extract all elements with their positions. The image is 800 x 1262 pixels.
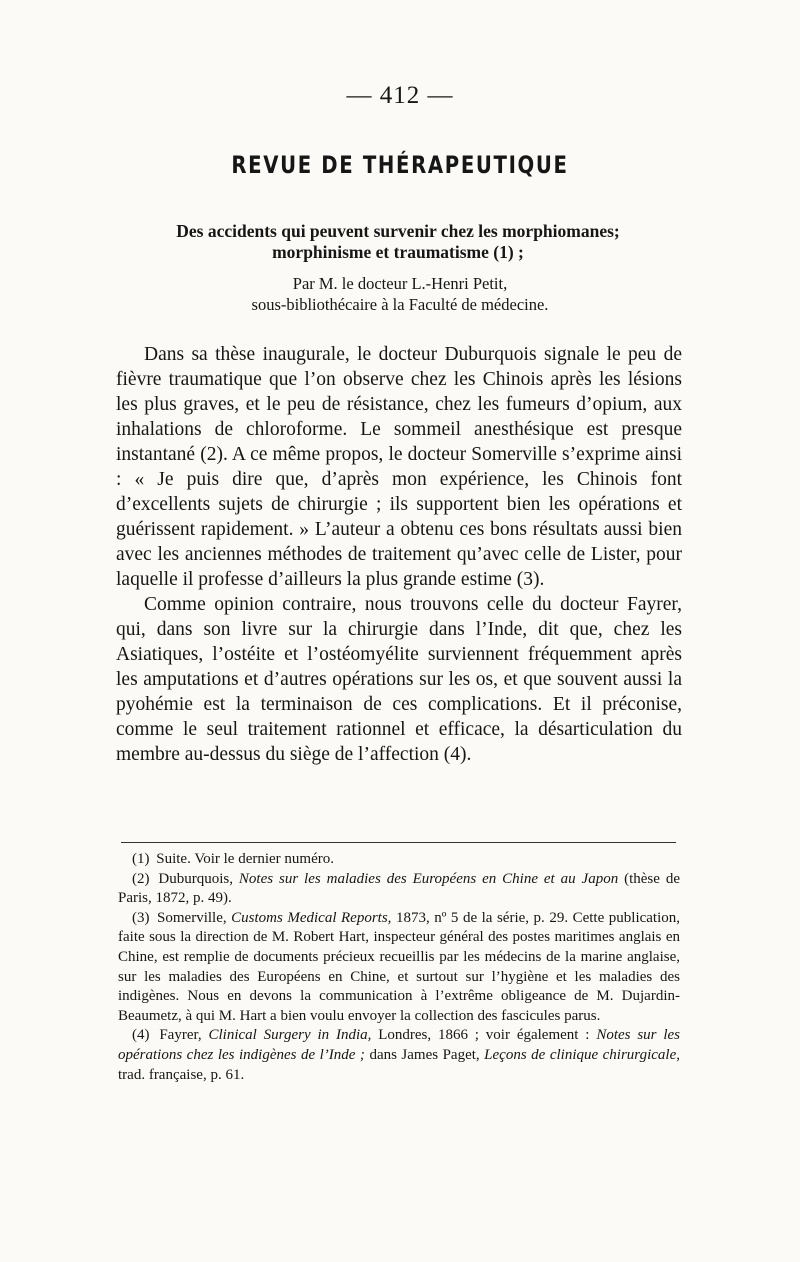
article-title-line-2: morphinisme et traumatisme (1) ; — [272, 242, 524, 262]
footnote-4-author: Fayrer, — [159, 1027, 202, 1044]
footnote-2-title: Notes sur les maladies des Européens en Chine et au Japon — [238, 870, 619, 887]
author-byline — [120, 273, 680, 315]
body-paragraph-1: Dans sa thèse inaugurale, le docteur Duburquois signale le peu de fièvre traumatique que l’on observe chez les Chinois après les lésions les plus graves, et le peu de résistance, chez les fumeurs d’opium, aux inhalations de chloroforme. Le sommeil anesthésique est presque instantané (2). A ce même propos, le docteur Somerville s’exprime ainsi : « Je puis dire que, d’après mon expérience, les Chinois font d’excellents sujets de chirurgie ; ils supportent bien les opérations et guérissent rapidement. » L’auteur a obtenu ces bons résultats aussi bien avec les anciennes méthodes de traitement qu’avec celle de Lister, pour laquelle il professe d’ailleurs la plus grande estime (3). — [116, 344, 682, 590]
footnote-2-rest: (thèse de Paris, 1872, p. 49). — [118, 870, 680, 907]
author-affiliation: sous-bibliothécaire à la Faculté de médecine. — [251, 295, 549, 314]
article-body — [116, 342, 682, 767]
footnote-4-mid: Londres, 1866 ; voir également : — [378, 1027, 590, 1044]
footnote-3-author: Somerville, — [157, 909, 227, 926]
footnote-2-author: Duburquois, — [158, 870, 233, 887]
body-paragraph-2: Comme opinion contraire, nous trouvons celle du docteur Fayrer, qui, dans son livre sur la chirurgie dans l’Inde, dit que, chez les Asiatiques, l’ostéite et l’ostéomyélite surviennent fréquemment après les amputations et d’autres opérations sur les os, et que souvent aussi la pyohémie est la terminaison de ces complications. Et il préconise, comme le seul traitement rationnel et efficace, la désarticulation du membre au-dessus du siège de l’affection (4). — [116, 594, 682, 765]
footnotes — [118, 850, 680, 1085]
footnote-1-mark: (1) — [132, 851, 150, 867]
footnote-4 — [118, 1026, 680, 1085]
footnote-4-mid-2: dans James Paget, — [369, 1046, 480, 1063]
footnote-1 — [118, 850, 680, 870]
footnote-4-title-3: Leçons de clinique chirurgicale, — [484, 1046, 680, 1063]
footnote-2 — [118, 870, 680, 909]
footnote-4-title: Clinical Surgery in India, — [208, 1027, 372, 1044]
footnote-4-title-2: Notes sur les opérations chez les indigènes de l’Inde ; — [118, 1027, 680, 1063]
section-title: REVUE DE THÉRAPEUTIQUE — [231, 151, 569, 179]
footnote-2-mark: (2) — [132, 870, 150, 887]
footnote-3-rest: 1873, nº 5 de la série, p. 29. Cette publication, faite sous la direction de M. Robert Hart, inspecteur général des postes maritimes anglais en Chine, est remplie de documents précieux recueillis par les médecins de la marine anglaise, sur les maladies des Européens en Chine, et surtout sur l’hygiène et les maladies des indigènes. Nous en devons la communication à l’extrême obligeance de M. Dujardin-Beaumetz, à qui M. Hart a bien voulu envoyer la collection des fascicules parus. — [118, 909, 681, 1024]
footnote-1-text: Suite. Voir le dernier numéro. — [156, 851, 334, 867]
author-name: Par M. le docteur L.-Henri Petit, — [292, 274, 508, 293]
footnote-3 — [118, 909, 680, 1027]
footnote-3-mark: (3) — [132, 909, 150, 926]
article-title — [100, 221, 696, 263]
footnote-4-rest: trad. française, p. 61. — [118, 1066, 245, 1083]
footnote-3-title: Customs Medical Reports, — [231, 909, 392, 926]
article-title-line-1: Des accidents qui peuvent survenir chez les morphiomanes; — [176, 221, 620, 241]
footnote-divider — [121, 842, 676, 843]
page-number: — 412 — — [346, 82, 454, 109]
footnote-4-mark: (4) — [132, 1027, 150, 1044]
